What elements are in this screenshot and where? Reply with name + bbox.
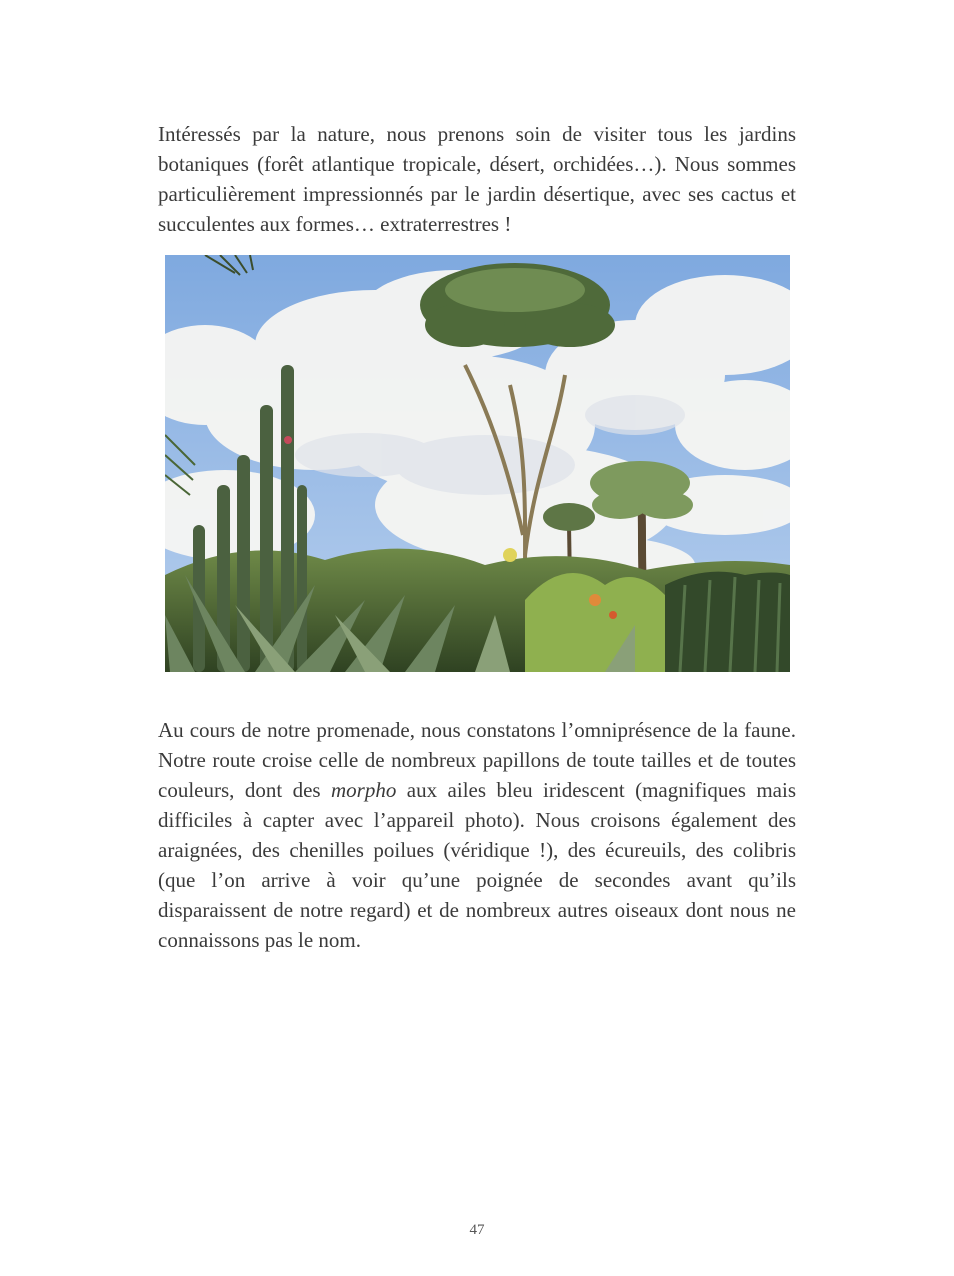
paragraph-fauna — [158, 715, 796, 955]
paragraph-fauna-text-end: aux ailes bleu iridescent (magnifiques mais difficiles à capter avec l’appareil photo). Nous croisons également des araignées, des chenilles poilues (véridique !), des écureuils, des colibris (que l’on arrive à voir qu’une poignée de secondes avant qu’ils disparaissent de notre regard) et de nombreux autres oiseaux dont nous ne connaissons pas le nom. — [158, 778, 796, 952]
paragraph-fauna-text-start: Au cours de notre promenade, nous constatons l’omniprésence de la faune. Notre route croise celle de nombreux papillons de toute tailles et de toutes couleurs, dont des — [158, 718, 796, 802]
morpho-italic: morpho — [331, 778, 397, 802]
paragraph-botanical-gardens: Intéressés par la nature, nous prenons soin de visiter tous les jardins botaniques (forêt atlantique tropicale, désert, orchidées…). Nous sommes particulièrement impressionnés par le jardin désertique, avec ses cactus et succulentes aux formes… extraterrestres ! — [158, 122, 796, 236]
page-number: 47 — [469, 1222, 485, 1238]
desert-garden-photo — [165, 255, 790, 672]
